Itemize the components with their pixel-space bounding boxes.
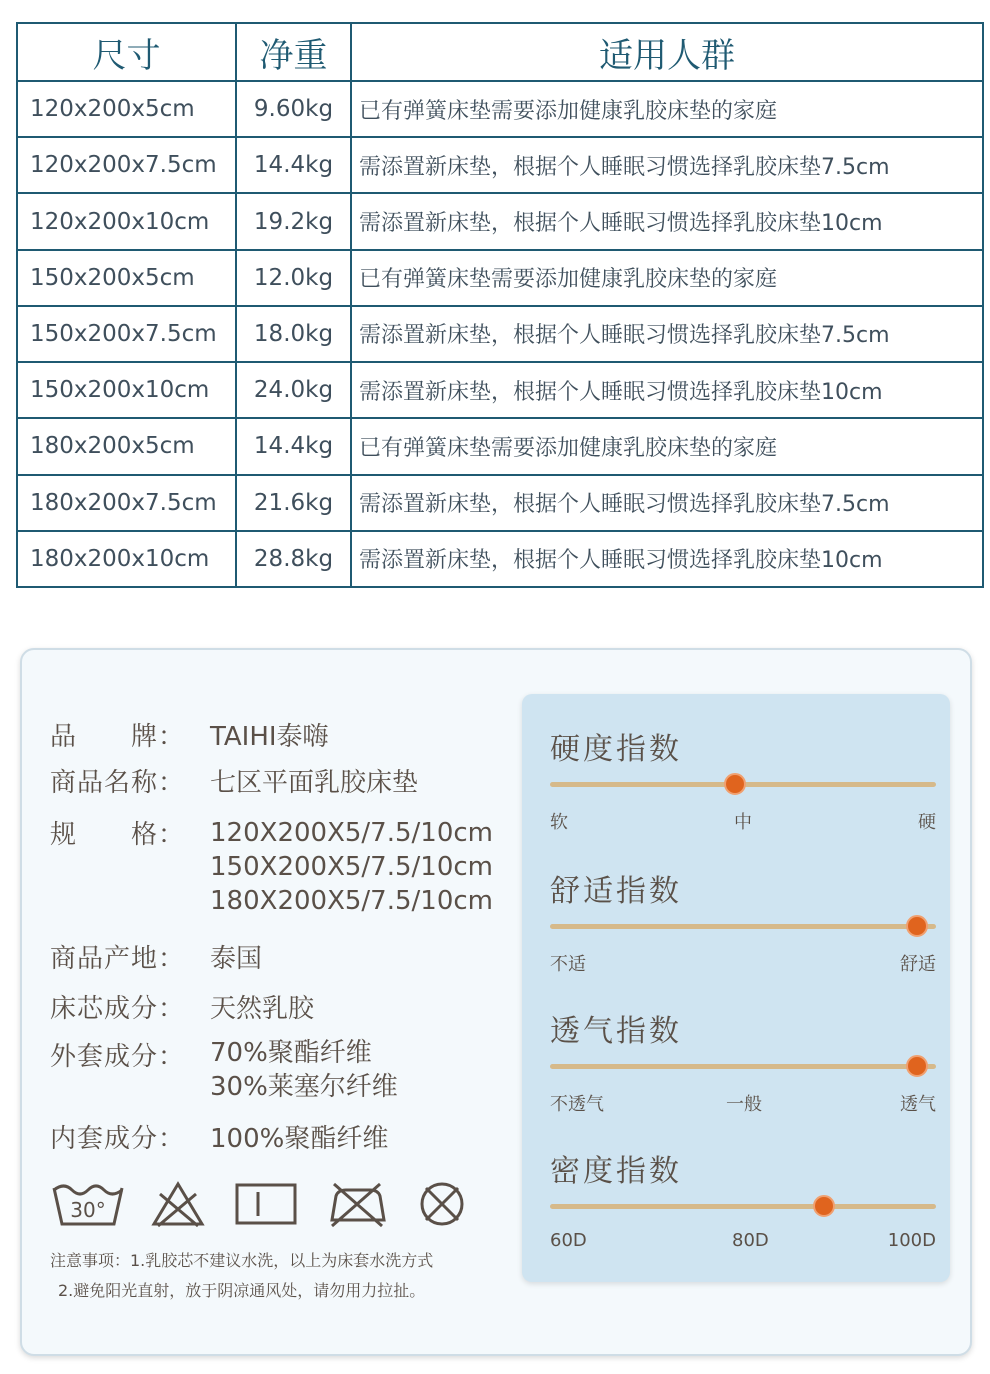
cell-suitable-for: 需添置新床垫，根据个人睡眠习惯选择乳胶床垫10cm — [351, 531, 983, 587]
origin-label: 商品产地： — [50, 944, 186, 974]
cell-weight: 24.0kg — [236, 362, 351, 418]
outer-values — [210, 1036, 398, 1104]
cell-size: 120x200x10cm — [17, 193, 236, 249]
cell-weight: 21.6kg — [236, 475, 351, 531]
breathability-index — [550, 1006, 936, 1126]
hardness-marker — [724, 773, 746, 795]
cell-suitable-for: 已有弹簧床垫需要添加健康乳胶床垫的家庭 — [351, 418, 983, 474]
care-icons — [50, 1180, 490, 1232]
table-row — [17, 137, 983, 193]
cell-suitable-for: 需添置新床垫，根据个人睡眠习惯选择乳胶床垫7.5cm — [351, 475, 983, 531]
spec-value: 150X200X5/7.5/10cm — [210, 852, 493, 882]
cell-size: 150x200x10cm — [17, 362, 236, 418]
cell-suitable-for: 需添置新床垫，根据个人睡眠习惯选择乳胶床垫10cm — [351, 193, 983, 249]
wash-30-icon — [50, 1180, 126, 1228]
comfort-track — [550, 924, 936, 929]
density-label-100d: 100D — [887, 1230, 936, 1251]
breathability-track — [550, 1064, 936, 1069]
cell-suitable-for: 已有弹簧床垫需要添加健康乳胶床垫的家庭 — [351, 81, 983, 137]
table-row — [17, 250, 983, 306]
breathability-title: 透气指数 — [550, 1014, 682, 1049]
outer-label: 外套成分： — [50, 1042, 186, 1072]
cell-weight: 14.4kg — [236, 418, 351, 474]
hardness-label-soft: 软 — [550, 812, 568, 833]
hardness-label-medium: 中 — [734, 812, 752, 833]
density-track — [550, 1204, 936, 1209]
hardness-label-hard: 硬 — [918, 812, 936, 833]
spec-label: 规 格： — [50, 820, 186, 850]
comfort-title: 舒适指数 — [550, 874, 682, 909]
density-title: 密度指数 — [550, 1154, 682, 1189]
cell-size: 150x200x5cm — [17, 250, 236, 306]
brand-value: TAIHI泰嗨 — [210, 722, 329, 752]
header-weight: 净重 — [236, 23, 351, 81]
table-row — [17, 418, 983, 474]
cell-size: 120x200x7.5cm — [17, 137, 236, 193]
no-bleach-icon — [150, 1180, 206, 1228]
table-row — [17, 81, 983, 137]
care-note-2: 2.避免阳光直射，放于阴凉通风处，请勿用力拉扯。 — [58, 1281, 426, 1300]
breathability-label-high: 透气 — [900, 1094, 936, 1115]
cell-size: 180x200x10cm — [17, 531, 236, 587]
spec-value: 120X200X5/7.5/10cm — [210, 818, 493, 848]
name-label: 商品名称： — [50, 768, 186, 798]
cell-suitable-for: 已有弹簧床垫需要添加健康乳胶床垫的家庭 — [351, 250, 983, 306]
table-row — [17, 306, 983, 362]
table-row — [17, 475, 983, 531]
cell-weight: 9.60kg — [236, 81, 351, 137]
table-row — [17, 531, 983, 587]
name-value: 七区平面乳胶床垫 — [210, 768, 419, 798]
breathability-marker — [906, 1055, 928, 1077]
no-iron-icon — [326, 1180, 388, 1228]
spec-value: 180X200X5/7.5/10cm — [210, 886, 493, 916]
product-info-card — [20, 648, 972, 1356]
no-dry-clean-icon — [416, 1180, 468, 1228]
cell-suitable-for: 需添置新床垫，根据个人睡眠习惯选择乳胶床垫10cm — [351, 362, 983, 418]
origin-value: 泰国 — [210, 944, 263, 974]
table-header-row — [17, 23, 983, 81]
cell-size: 150x200x7.5cm — [17, 306, 236, 362]
comfort-label-high: 舒适 — [900, 954, 936, 975]
cell-suitable-for: 需添置新床垫，根据个人睡眠习惯选择乳胶床垫7.5cm — [351, 137, 983, 193]
comfort-marker — [906, 915, 928, 937]
cell-size: 180x200x7.5cm — [17, 475, 236, 531]
cell-suitable-for: 需添置新床垫，根据个人睡眠习惯选择乳胶床垫7.5cm — [351, 306, 983, 362]
breathability-label-low: 不透气 — [550, 1094, 604, 1115]
comfort-index — [550, 866, 936, 986]
density-index — [550, 1146, 936, 1266]
inner-value: 100%聚酯纤维 — [210, 1124, 389, 1154]
table-row — [17, 362, 983, 418]
inner-label: 内套成分： — [50, 1124, 186, 1154]
density-label-60d: 60D — [550, 1230, 587, 1251]
care-note-1: 注意事项：1.乳胶芯不建议水洗，以上为床套水洗方式 — [50, 1251, 434, 1270]
cell-weight: 28.8kg — [236, 531, 351, 587]
line-dry-icon — [234, 1180, 298, 1228]
hardness-title: 硬度指数 — [550, 732, 682, 767]
header-size: 尺寸 — [17, 23, 236, 81]
hardness-index — [550, 724, 936, 844]
density-marker — [813, 1195, 835, 1217]
outer-value: 70%聚酯纤维 — [210, 1038, 372, 1068]
wash-temp: 30° — [70, 1198, 106, 1222]
brand-label: 品 牌： — [50, 722, 186, 752]
cell-weight: 19.2kg — [236, 193, 351, 249]
cell-weight: 14.4kg — [236, 137, 351, 193]
outer-value: 30%莱塞尔纤维 — [210, 1072, 398, 1102]
cell-size: 120x200x5cm — [17, 81, 236, 137]
breathability-label-mid: 一般 — [726, 1094, 762, 1115]
index-panel — [522, 694, 950, 1282]
core-value: 天然乳胶 — [210, 994, 315, 1024]
density-label-80d: 80D — [732, 1230, 769, 1251]
size-weight-table — [16, 22, 984, 588]
comfort-label-low: 不适 — [550, 954, 586, 975]
core-label: 床芯成分： — [50, 994, 186, 1024]
table-row — [17, 193, 983, 249]
cell-size: 180x200x5cm — [17, 418, 236, 474]
cell-weight: 12.0kg — [236, 250, 351, 306]
spec-values — [210, 816, 493, 918]
header-suitable-for: 适用人群 — [351, 23, 983, 81]
cell-weight: 18.0kg — [236, 306, 351, 362]
